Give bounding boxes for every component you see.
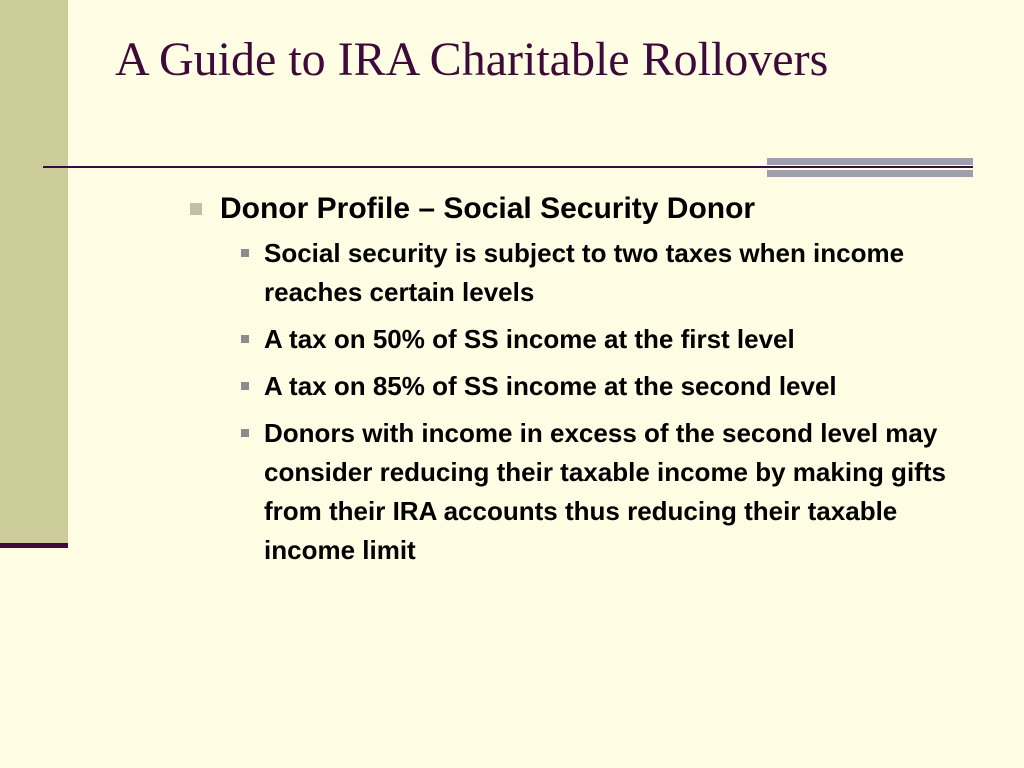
left-band-rule — [0, 543, 68, 548]
accent-bar-top — [767, 158, 973, 165]
left-decorative-band — [0, 0, 68, 548]
small-square-bullet-icon — [241, 429, 249, 437]
sub-bullet-text: Social security is subject to two taxes when income reaches certain levels — [264, 238, 905, 307]
square-bullet-icon — [190, 203, 202, 215]
sub-bullet-text: A tax on 85% of SS income at the second level — [264, 371, 837, 401]
sub-bullet-item — [190, 367, 980, 406]
sub-bullet-text: Donors with income in excess of the second level may consider reducing their taxable income by making gifts from their IRA accounts thus reducing their taxable income limit — [264, 418, 946, 565]
slide-content — [190, 190, 980, 578]
main-bullet-text: Donor Profile – Social Security Donor — [220, 192, 756, 225]
sub-bullet-item — [190, 414, 980, 570]
small-square-bullet-icon — [241, 382, 249, 390]
slide-title: A Guide to IRA Charitable Rollovers — [115, 33, 829, 86]
sub-bullet-list — [190, 234, 980, 570]
sub-bullet-item — [190, 320, 980, 359]
small-square-bullet-icon — [241, 249, 249, 257]
sub-bullet-item — [190, 234, 980, 312]
sub-bullet-text: A tax on 50% of SS income at the first level — [264, 324, 795, 354]
small-square-bullet-icon — [241, 335, 249, 343]
main-bullet — [190, 190, 980, 228]
title-divider — [43, 166, 973, 168]
accent-bar-bottom — [767, 170, 973, 177]
